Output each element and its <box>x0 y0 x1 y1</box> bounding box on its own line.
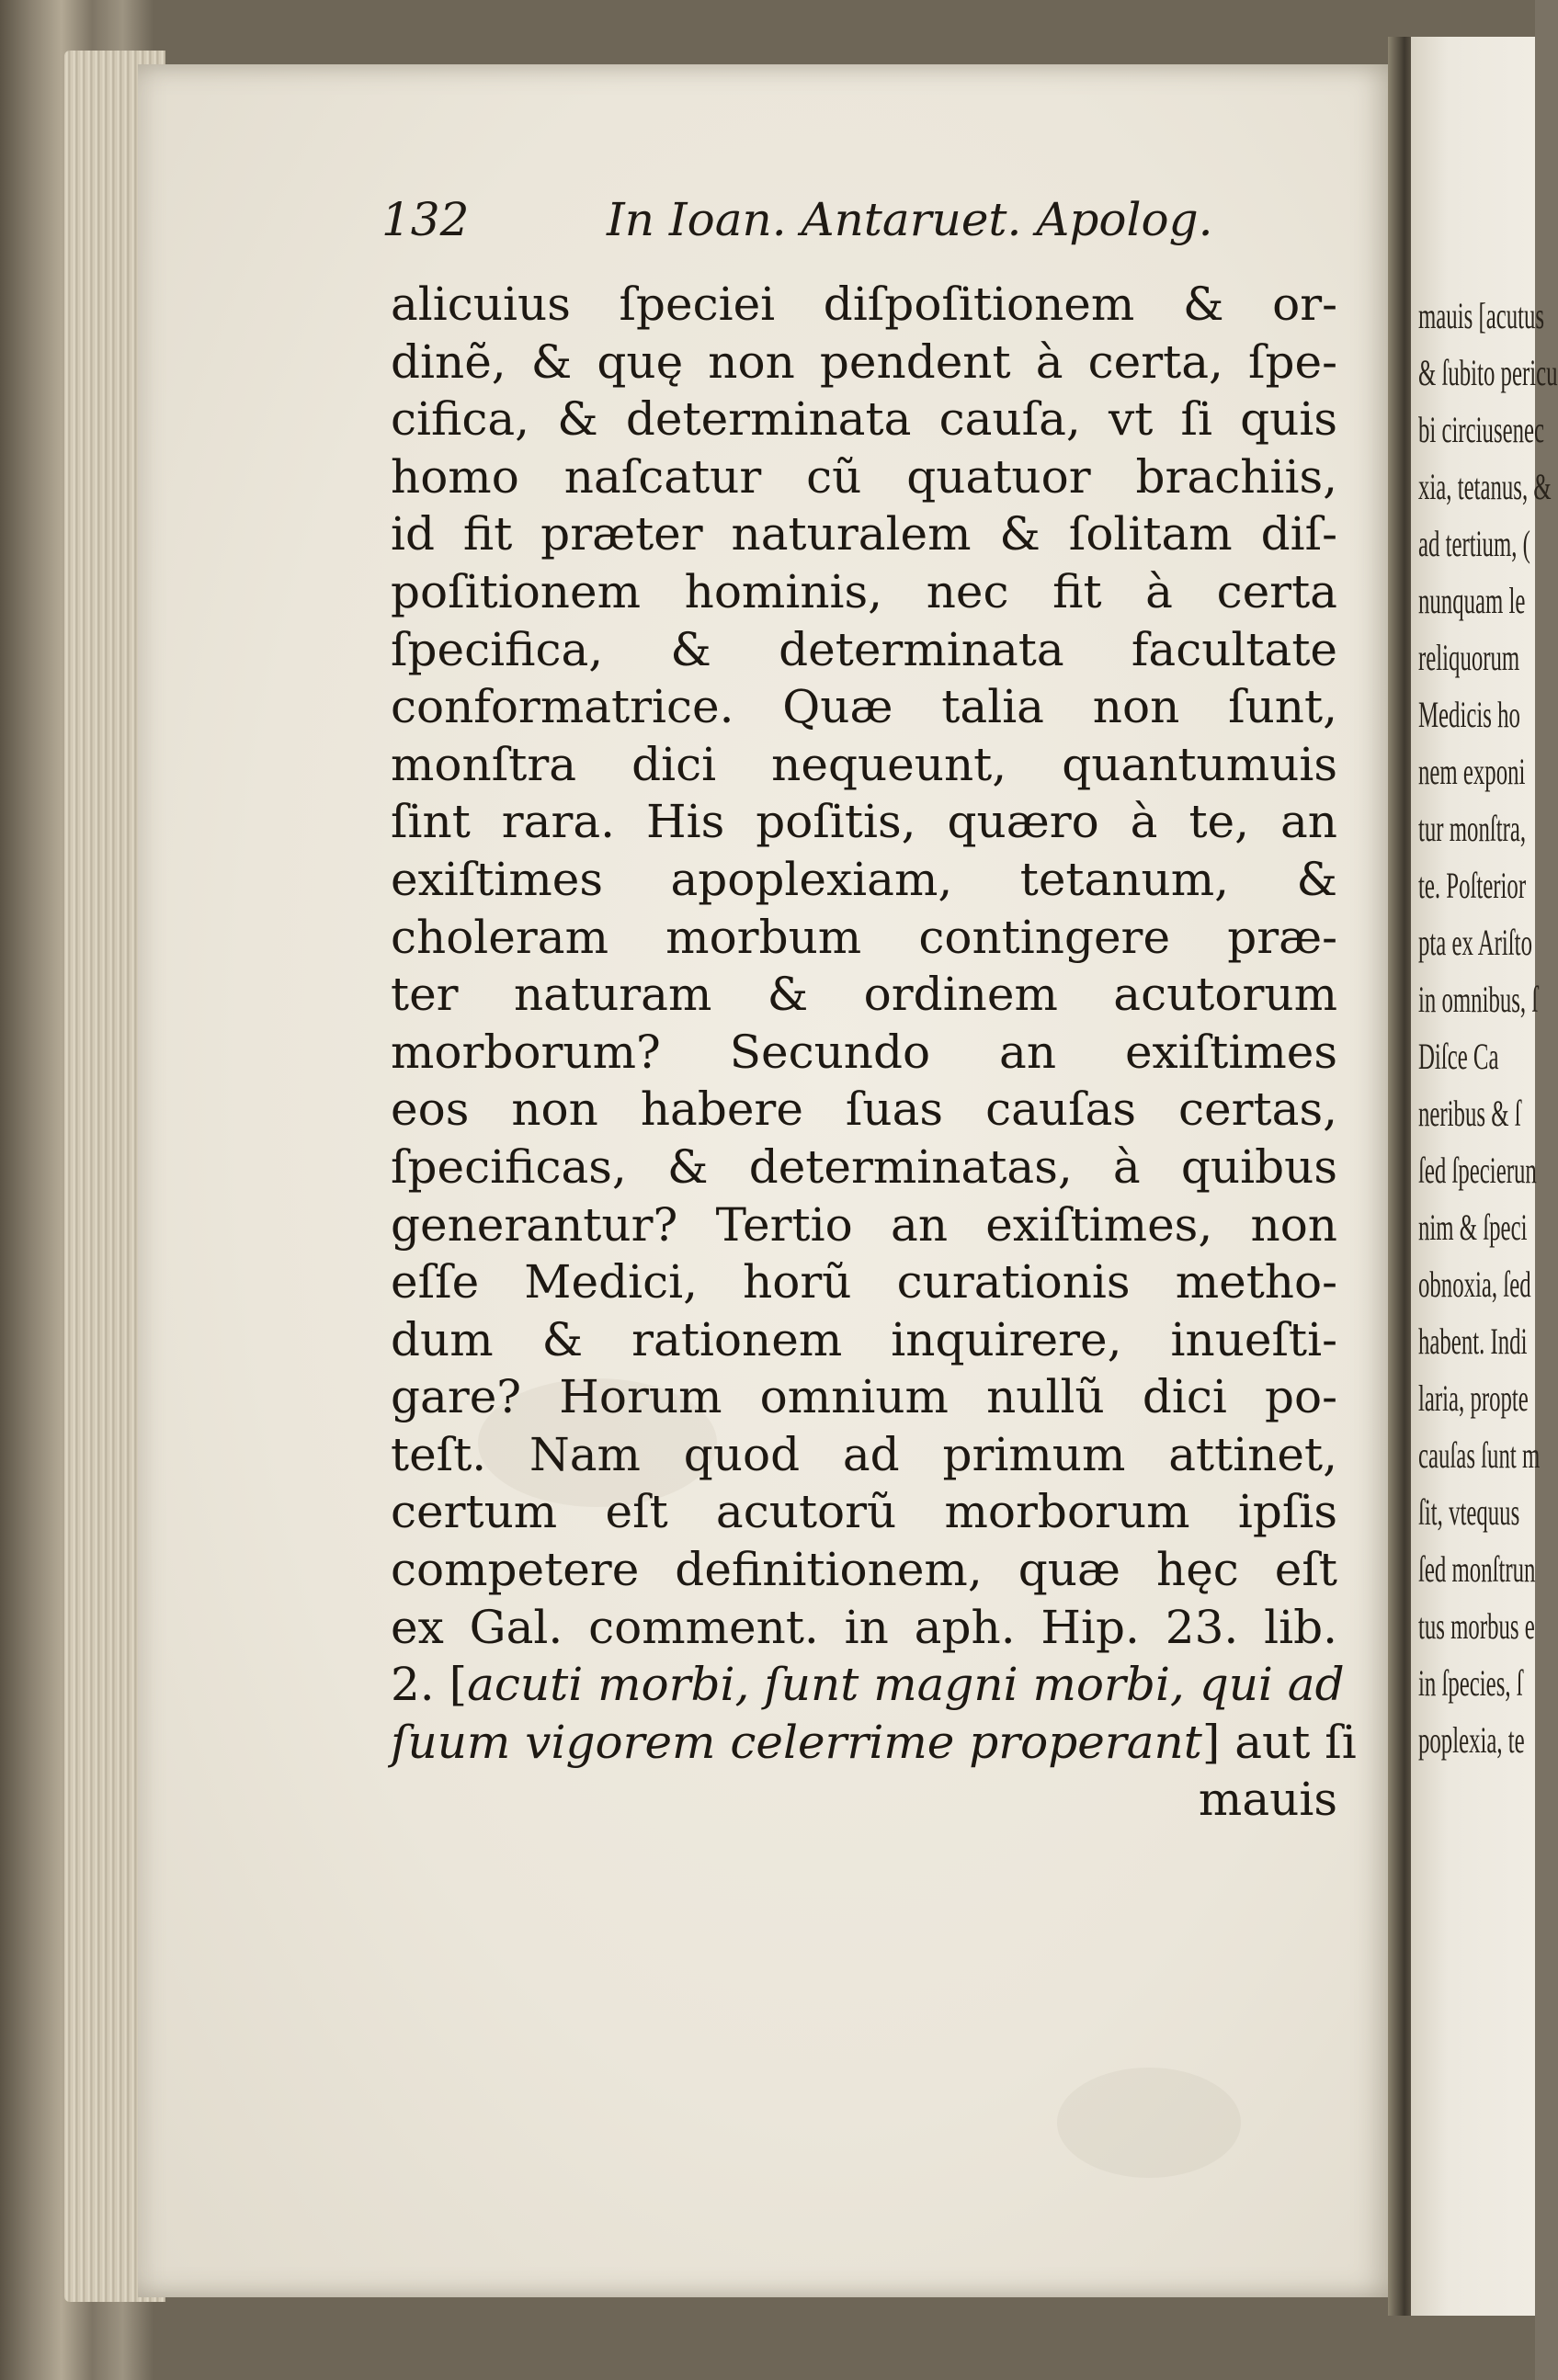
facing-line: cauſas ſunt m <box>1418 1434 1541 1476</box>
page-number: 132 <box>381 193 470 246</box>
facing-line: habent. Indi <box>1418 1320 1528 1362</box>
text-line: morborum? Secundo an exiſtimes <box>391 1025 1337 1079</box>
text-line-italic-quote <box>391 1656 1345 1714</box>
text-line: dinẽ, & quę non pendent à certa, ſpe- <box>391 334 1337 389</box>
text-line: gare? Horum omnium nullũ dici po- <box>391 1370 1337 1424</box>
text-line: eos non habere ſuas cauſas certas, <box>391 1082 1337 1137</box>
quote-suffix: ] aut ſi <box>1201 1715 1357 1769</box>
facing-line: ſit, vtequus <box>1418 1491 1520 1533</box>
text-line: monſtra dici nequeunt, quantumuis <box>391 737 1337 791</box>
text-line: eſſe Medici, horũ curationis metho- <box>391 1255 1337 1309</box>
text-line: exiſtimes apoplexiam, tetanum, & <box>391 852 1337 906</box>
facing-page <box>1411 37 1558 2316</box>
text-line: ſint rara. His poſitis, quæro à te, an <box>391 795 1337 849</box>
text-line: certum eſt acutorũ morborum ipſis <box>391 1485 1337 1539</box>
facing-line: obnoxia, ſed <box>1418 1264 1531 1305</box>
text-line: conformatrice. Quæ talia non ſunt, <box>391 680 1337 734</box>
text-line: choleram morbum contingere præ- <box>391 910 1337 964</box>
facing-line: mauis [acutus <box>1418 295 1545 336</box>
facing-line: in ſpecies, ſ <box>1418 1662 1523 1704</box>
facing-line: neribus & ſ <box>1418 1093 1521 1134</box>
text-line: homo naſcatur cũ quatuor brachiis, <box>391 449 1337 504</box>
text-line: ex Gal. comment. in aph. Hip. 23. lib. <box>391 1600 1337 1654</box>
facing-line: Medicis ho <box>1418 694 1520 735</box>
text-line: ſpecifica, & determinata facultate <box>391 622 1337 676</box>
text-line: alicuius ſpeciei diſpoſitionem & or- <box>391 278 1337 331</box>
quote-italic: ſuum vigorem celerrime properant <box>391 1715 1202 1769</box>
facing-line: ad tertium, ( <box>1418 523 1530 564</box>
running-title: In Ioan. Antaruet. Apolog. <box>607 193 1213 246</box>
facing-line: pta ex Ariſto <box>1418 922 1532 963</box>
facing-line: laria, propte <box>1418 1377 1529 1419</box>
facing-line: ſed monſtrun <box>1418 1548 1536 1590</box>
text-line: competere definitionem, quæ hęc eſt <box>391 1543 1337 1597</box>
facing-line: poplexia, te <box>1418 1719 1525 1761</box>
facing-line: nem exponi <box>1418 751 1526 792</box>
body-text <box>391 276 1357 1829</box>
catchword: mauis <box>1198 1773 1337 1827</box>
text-line: generantur? Tertio an exiſtimes, non <box>391 1197 1337 1252</box>
facing-line: Diſce Ca <box>1418 1036 1499 1077</box>
facing-line: in omnibus, ſ <box>1418 979 1539 1020</box>
text-line-italic-quote <box>391 1714 1357 1772</box>
text-line: dum & rationem inquirere, inueſti- <box>391 1312 1337 1366</box>
facing-line: xia, tetanus, & <box>1418 466 1552 507</box>
facing-line: nim & ſpeci <box>1418 1207 1528 1248</box>
facing-line: bi circiusenec <box>1418 409 1545 450</box>
facing-line: te. Poſterior <box>1418 865 1527 906</box>
facing-line: & ſubito pericu <box>1418 352 1558 393</box>
quote-italic: acuti morbi, ſunt magni morbi, qui ad <box>467 1658 1345 1712</box>
text-line: id fit præter naturalem & ſolitam diſ- <box>391 507 1337 561</box>
text-line: cifica, & determinata cauſa, vt ſi quis <box>391 392 1337 447</box>
paper-stain <box>1057 2068 1241 2178</box>
facing-line: nunquam le <box>1418 580 1526 621</box>
text-line: ſpecificas, & determinatas, à quibus <box>391 1139 1337 1194</box>
quote-prefix: 2. [ <box>391 1658 468 1712</box>
text-line: ter naturam & ordinem acutorum <box>391 968 1337 1022</box>
facing-line: tus morbus e <box>1418 1605 1535 1647</box>
text-line: teſt. Nam quod ad primum attinet, <box>391 1427 1337 1481</box>
facing-line: ſed ſpecierun <box>1418 1150 1537 1191</box>
text-line: poſitionem hominis, nec fit à certa <box>391 564 1337 618</box>
facing-line: reliquorum <box>1418 637 1520 678</box>
facing-line: tur monſtra, <box>1418 808 1527 849</box>
